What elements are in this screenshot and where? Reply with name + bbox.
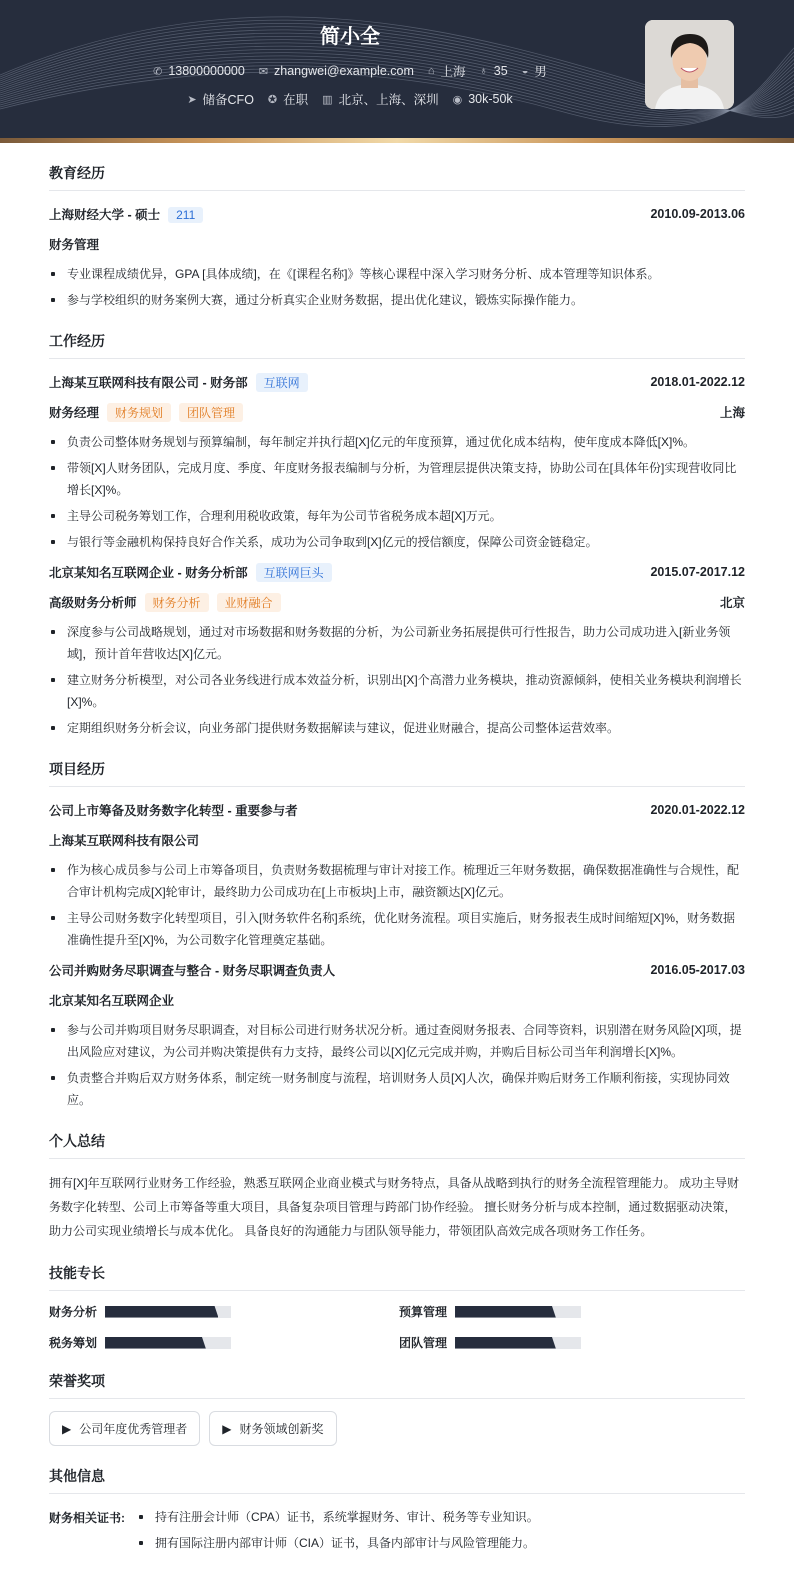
skill-bar-fill (455, 1337, 556, 1349)
award-label: 财务领域创新奖 (239, 1422, 324, 1436)
job-intent-row (0, 90, 700, 108)
work-city: 上海 (719, 406, 745, 420)
building-icon: ▥ (322, 93, 333, 106)
project-name: 公司并购财务尽职调查与整合 - 财务尽职调查负责人 (49, 964, 336, 978)
list-item: 深度参与公司战略规划，通过对市场数据和财务数据的分析，为公司新业务拓展提供可行性报告，助力公司成功进入[新业务领域]，预计首年营收达[X]亿元。 (49, 621, 745, 665)
skill-bar-fill (455, 1306, 556, 1318)
list-item: 定期组织财务分析会议，向业务部门提供财务数据解读与建议，促进业财融合，提高公司整体运营效率。 (49, 717, 745, 739)
skill-name: 团队管理 (399, 1336, 448, 1350)
list-item: 参与学校组织的财务案例大赛，通过分析真实企业财务数据，提出优化建议，锻炼实际操作能力。 (49, 289, 745, 311)
projects-section (49, 759, 745, 1111)
candidate-name: 简小全 (320, 26, 380, 48)
header-accent-bar (0, 138, 794, 143)
skill-tag: 财务分析 (145, 593, 209, 612)
awards-section (49, 1371, 745, 1446)
award-item (49, 1411, 200, 1446)
skill-bar (105, 1337, 231, 1349)
section-title: 荣誉奖项 (49, 1371, 745, 1399)
locations: 北京、上海、深圳 (338, 93, 439, 107)
skills-section (49, 1263, 745, 1351)
avatar (645, 20, 734, 109)
company: 北京某知名互联网企业 - 财务分析部 (49, 565, 248, 580)
list-item: 拥有国际注册内部审计师（CIA）证书，具备内部审计与风险管理能力。 (137, 1532, 745, 1554)
school: 上海财经大学 - 硕士 (49, 208, 161, 222)
skill-bar-fill (105, 1306, 218, 1318)
triangle-icon: ▶ (222, 1421, 232, 1436)
other-section (49, 1466, 745, 1566)
email: zhangwei@example.com (274, 64, 414, 78)
phone-icon: ✆ (153, 65, 163, 78)
major: 财务管理 (49, 238, 100, 252)
list-item: 负责公司整体财务规划与预算编制，每年制定并执行超[X]亿元的年度预算，通过优化成本结构，使年度成本降低[X]%。 (49, 431, 745, 453)
education-section (49, 163, 745, 311)
award-label: 公司年度优秀管理者 (79, 1422, 188, 1436)
skill-item (49, 1303, 399, 1320)
mail-icon: ✉ (258, 65, 269, 78)
school-tag: 211 (168, 207, 203, 223)
salary-icon: ◉ (452, 93, 463, 106)
summary-text: 拥有[X]年互联网行业财务工作经验，熟悉互联网企业商业模式与财务特点，具备从战略到执行的财务全流程管理能力。 成功主导财务数字化转型、公司上市筹备等重大项目，具备复杂项目管理与跨部门协作经验。 擅长财务分析与成本控制，通过数据驱动决策，助力公司实现业绩增长与成本优化。 具备良好的沟通能力与团队领导能力，带领团队高效完成各项财务工作任务。 (49, 1176, 740, 1238)
industry-tag: 互联网巨头 (256, 563, 332, 582)
list-item: 主导公司税务筹划工作，合理利用税收政策，每年为公司节省税务成本超[X]万元。 (49, 505, 745, 527)
summary-section (49, 1131, 745, 1243)
date: 2015.07-2017.12 (650, 565, 745, 579)
section-title: 教育经历 (49, 163, 745, 191)
date: 2016.05-2017.03 (650, 963, 745, 977)
project-org: 上海某互联网科技有限公司 (49, 834, 200, 848)
send-icon: ➤ (187, 93, 197, 106)
date: 2010.09-2013.06 (650, 207, 745, 221)
status: 在职 (283, 93, 309, 107)
skill-bar (455, 1337, 581, 1349)
contact-row (0, 62, 700, 80)
phone: 13800000000 (168, 64, 245, 78)
date: 2020.01-2022.12 (650, 803, 745, 817)
work-section (49, 331, 745, 739)
section-title: 其他信息 (49, 1466, 745, 1494)
company: 上海某互联网科技有限公司 - 财务部 (49, 375, 248, 390)
skill-bar-fill (105, 1337, 206, 1349)
salary: 30k-50k (468, 92, 513, 106)
work-city: 北京 (719, 596, 745, 610)
project-org: 北京某知名互联网企业 (49, 994, 175, 1008)
industry-tag: 互联网 (256, 373, 308, 392)
home-icon: ⌂ (427, 65, 435, 77)
role: 财务经理 (49, 405, 100, 420)
skill-tag: 团队管理 (179, 403, 243, 422)
section-title: 个人总结 (49, 1131, 745, 1159)
skill-item (49, 1334, 399, 1351)
status-icon: ✪ (267, 93, 278, 106)
position: 储备CFO (202, 93, 254, 107)
city: 上海 (440, 65, 466, 79)
date: 2018.01-2022.12 (650, 375, 745, 389)
other-label: 财务相关证书: (49, 1511, 125, 1525)
triangle-icon: ▶ (62, 1421, 72, 1436)
gender-icon: ◒ (521, 65, 529, 77)
skill-bar (455, 1306, 581, 1318)
list-item: 主导公司财务数字化转型项目，引入[财务软件名称]系统，优化财务流程。项目实施后，财务报表生成时间缩短[X]%，财务数据准确性提升至[X]%，为公司数字化管理奠定基础。 (49, 907, 745, 951)
skill-tag: 业财融合 (217, 593, 281, 612)
list-item: 带领[X]人财务团队，完成月度、季度、年度财务报表编制与分析，为管理层提供决策支持，协助公司在[具体年份]实现营收同比增长[X]%。 (49, 457, 745, 501)
list-item: 作为核心成员参与公司上市筹备项目，负责财务数据梳理与审计对接工作。梳理近三年财务数据，确保数据准确性与合规性，配合审计机构完成[X]轮审计，最终助力公司成功在[上市板块]上市，融资额达[X]亿元。 (49, 859, 745, 903)
skill-name: 预算管理 (399, 1305, 448, 1319)
skill-bar (105, 1306, 231, 1318)
project-name: 公司上市筹备及财务数字化转型 - 重要参与者 (49, 804, 298, 818)
section-title: 工作经历 (49, 331, 745, 359)
resume-header (0, 0, 794, 138)
award-item (209, 1411, 336, 1446)
skill-name: 财务分析 (49, 1305, 98, 1319)
list-item: 负责整合并购后双方财务体系，制定统一财务制度与流程，培训财务人员[X]人次，确保并购后财务工作顺利衔接，实现协同效应。 (49, 1067, 745, 1111)
list-item: 与银行等金融机构保持良好合作关系，成功为公司争取到[X]亿元的授信额度，保障公司资金链稳定。 (49, 531, 745, 553)
role: 高级财务分析师 (49, 595, 137, 610)
skill-item (399, 1303, 699, 1320)
gender: 男 (534, 65, 547, 79)
age: 35 (493, 64, 508, 78)
list-item: 专业课程成绩优异，GPA [具体成绩]，在《[课程名称]》等核心课程中深入学习财务分析、成本管理等知识体系。 (49, 263, 745, 285)
section-title: 项目经历 (49, 759, 745, 787)
list-item: 参与公司并购项目财务尽职调查，对目标公司进行财务状况分析。通过查阅财务报表、合同等资料，识别潜在财务风险[X]项，提出风险应对建议，为公司并购决策提供有力支持，最终公司以[X]亿元完成并购，并购后目标公司当年利润增长[X]%。 (49, 1019, 745, 1063)
skill-tag: 财务规划 (107, 403, 171, 422)
skill-item (399, 1334, 699, 1351)
cake-icon: ♁ (479, 65, 488, 77)
list-item: 持有注册会计师（CPA）证书，系统掌握财务、审计、税务等专业知识。 (137, 1506, 745, 1528)
list-item: 建立财务分析模型，对公司各业务线进行成本效益分析，识别出[X]个高潜力业务模块，推动资源倾斜，使相关业务模块利润增长[X]%。 (49, 669, 745, 713)
section-title: 技能专长 (49, 1263, 745, 1291)
skill-name: 税务筹划 (49, 1336, 98, 1350)
